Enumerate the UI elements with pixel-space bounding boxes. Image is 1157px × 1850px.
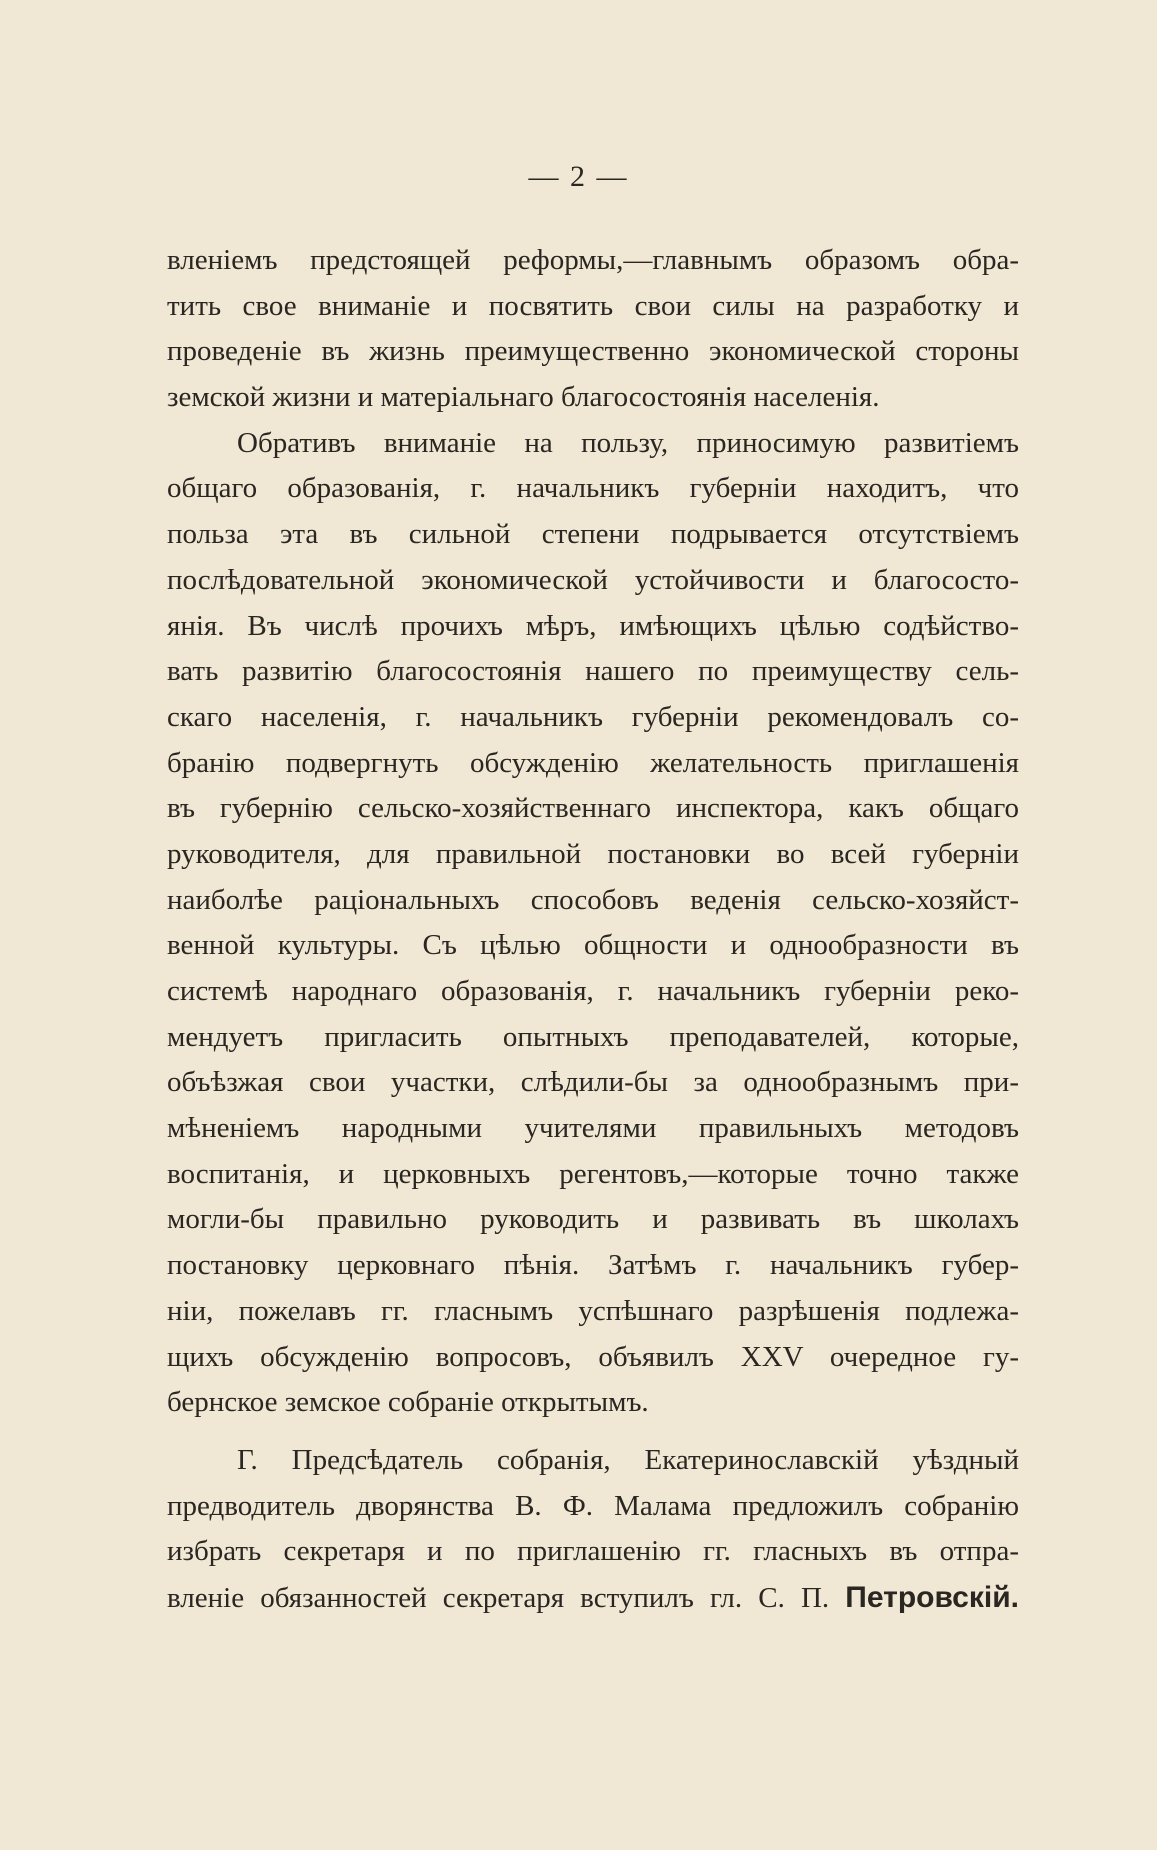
text-line: бранію подвергнуть обсужденію желательность приглашенія [167, 746, 1019, 779]
text-line: польза эта въ сильной степени подрывается отсутствіемъ [167, 518, 1019, 551]
text-line: вать развитію благосостоянія нашего по преимуществу сель- [167, 655, 1019, 688]
text-line: наиболѣе раціональныхъ способовъ веденія сельско-хозяйст- [167, 883, 1019, 916]
text-line: щихъ обсужденію вопросовъ, объявилъ XXV очередное гу- [167, 1340, 1019, 1373]
text-line: избрать секретаря и по приглашенію гг. гласныхъ въ отпра- [167, 1535, 1019, 1568]
text-line: системѣ народнаго образованія, г. начальникъ губерніи реко- [167, 975, 1019, 1007]
surname-bold: Петровскій. [845, 1580, 1019, 1614]
text-line: послѣдовательной экономической устойчивости и благососто- [167, 563, 1019, 596]
text-line: постановку церковнаго пѣнія. Затѣмъ г. начальникъ губер- [167, 1249, 1019, 1282]
text-line: ніи, пожелавъ гг. гласнымъ успѣшнаго разрѣшенія подлежа- [167, 1294, 1019, 1327]
text-line: венной культуры. Съ цѣлью общности и однообразности въ [167, 929, 1019, 962]
text-line: воспитанія, и церковныхъ регентовъ,—которые точно также [167, 1157, 1019, 1190]
text-line: земской жизни и матеріальнаго благосостоянія населенія. [167, 381, 880, 414]
final-line-text: вленіе обязанностей секретаря вступилъ гл. С. П. [167, 1581, 830, 1614]
page-number: — 2 — [528, 160, 629, 193]
text-line: объѣзжая свои участки, слѣдили-бы за однообразнымъ при- [167, 1066, 1019, 1099]
text-line: въ губернію сельско-хозяйственнаго инспектора, какъ общаго [167, 792, 1019, 825]
text-line: янія. Въ числѣ прочихъ мѣръ, имѣющихъ цѣлью содѣйство- [167, 609, 1019, 642]
body-text [167, 238, 1019, 1621]
text-line: предводитель дворянства В. Ф. Малама предложилъ собранію [167, 1489, 1019, 1522]
final-text-line [167, 1575, 1019, 1621]
text-line: вленіемъ предстоящей реформы,—главнымъ образомъ обра- [167, 244, 1019, 276]
text-line: Обративъ вниманіе на пользу, приносимую развитіемъ [237, 426, 1019, 459]
text-line: общаго образованія, г. начальникъ губерніи находитъ, что [167, 472, 1019, 505]
text-line: скаго населенія, г. начальникъ губерніи рекомендовалъ со- [167, 700, 1019, 733]
text-line: мендуетъ пригласить опытныхъ преподавателей, которые, [167, 1020, 1019, 1053]
text-line: мѣненіемъ народными учителями правильныхъ методовъ [167, 1112, 1019, 1145]
text-line: проведеніе въ жизнь преимущественно экономической стороны [167, 335, 1019, 368]
text-line: руководителя, для правильной постановки во всей губерніи [167, 837, 1019, 870]
text-line: Г. Предсѣдатель собранія, Екатеринославскій уѣздный [237, 1443, 1019, 1476]
text-line: бернское земское собраніе открытымъ. [167, 1386, 649, 1419]
text-line: тить свое вниманіе и посвятить свои силы на разработку и [167, 289, 1019, 322]
text-line: могли-бы правильно руководить и развивать въ школахъ [167, 1203, 1019, 1236]
